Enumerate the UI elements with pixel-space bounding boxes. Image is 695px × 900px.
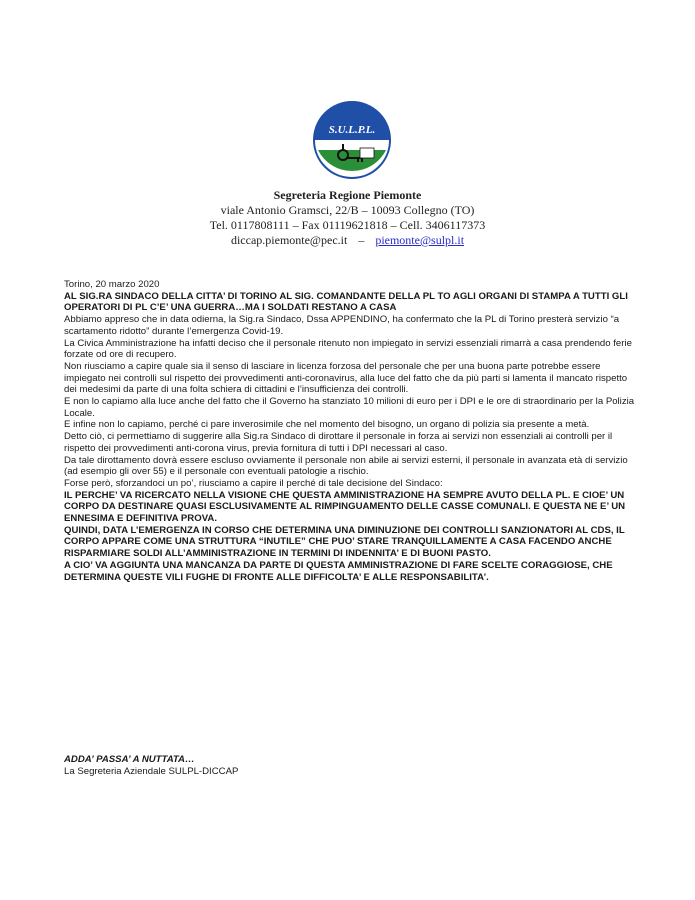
badge-icon [360, 148, 374, 158]
organization-name: Segreteria Regione Piemonte [273, 188, 422, 202]
email-link[interactable]: piemonte@sulpl.it [375, 233, 465, 247]
paragraph: Da tale dirottamento dovrà essere escluso ovviamente il personale non abile ai servizi esterni, il personale in avanzata età di servizio (ad esempio gli over 55) e il personale con eventuali patologie a rischio. [64, 454, 628, 478]
logo-text: S.U.L.P.L. [328, 124, 376, 136]
paragraph: Non riusciamo a capire quale sia il senso di lasciare in licenza forzosa del personale che per una buona parte potrebbe essere impiegato nei controlli sul rispetto dei provvedimenti anti-coronavirus, alla luce del fatto che da più parti si lamenta il mancato rispetto dei medesimi da parte di una folta schiera di cittadini e l’insufficienza dei controlli. [64, 360, 628, 396]
letterhead [0, 188, 695, 248]
emphasis-paragraph: QUINDI, DATA L’EMERGENZA IN CORSO CHE DETERMINA UNA DIMINUZIONE DEI CONTROLLI SANZIONATORI AL CDS, IL CORPO APPARE COME UNA STRUTTURA “INUTILE” CHE PUO’ STARE TRANQUILLAMENTE A CASA FACENDO ANCHE RISPARMIARE SOLDI ALL’AMMINISTRAZIONE IN TERMINI DI INDENNITA’ E DI BUONI PASTO. [64, 524, 625, 560]
paragraph: E infine non lo capiamo, perché ci pare inverosimile che nel momento del bisogno, un organo di polizia sia presente a metà. [64, 419, 590, 431]
letter-date: Torino, 20 marzo 2020 [64, 279, 160, 290]
paragraph: Detto ciò, ci permettiamo di suggerire alla Sig.ra Sindaco di dirottare il personale in forza ai servizi non essenziali ai controlli per il rispetto dei provvedimenti anti-corona virus, previa fornitura di tutti i DPI necessari al caso. [64, 431, 613, 454]
address: viale Antonio Gramsci, 22/B – 10093 Collegno (TO) [220, 203, 475, 217]
paragraph: La Civica Amministrazione ha infatti deciso che il personale ritenuto non impiegato in servizi essenziali rimarrà a casa prendendo ferie forzate od ore di recupero. [64, 337, 632, 361]
phones: Tel. 0117808111 – Fax 01119621818 – Cell. 3406117373 [209, 218, 486, 232]
letter-closing [64, 754, 639, 778]
paragraph: Abbiamo appreso che in data odierna, la Sig.ra Sindaco, Dssa APPENDINO, ha confermato che la PL di Torino presterà servizio “a scartamento ridotto” durante l’emergenza Covid-19. [64, 314, 620, 337]
letter-subject: AL SIG.RA SINDACO DELLA CITTA’ DI TORINO AL SIG. COMANDANTE DELLA PL TO AGLI ORGANI DI STAMPA A TUTTI GLI OPERATORI DI PL C’E’ UNA GUERRA…MA I SOLDATI RESTANO A CASA [64, 290, 628, 314]
emphasis-paragraph: A CIO’ VA AGGIUNTA UNA MANCANZA DA PARTE DI QUESTA AMMINISTRAZIONE DI FARE SCELTE CORAGGIOSE, CHE DETERMINA QUESTE VILI FUGHE DI FRONTE ALLE DIFFICOLTA’ E ALLE RESPONSABILITA’. [64, 559, 613, 583]
emphasis-paragraph: IL PERCHE’ VA RICERCATO NELLA VISIONE CHE QUESTA AMMINISTRAZIONE HA SEMPRE AVUTO DELLA PL. E CIOE’ UN CORPO DA DESTINARE QUASI ESCLUSIVAMENTE AL RIMPINGUAMENTO DELLE CASSE COMUNALI. E QUESTA NE E’ UN ENNESIMA E DEFINITIVA PROVA. [64, 489, 626, 525]
signature: La Segreteria Aziendale SULPL-DICCAP [64, 766, 239, 777]
paragraph: Forse però, sforzandoci un po’, riusciamo a capire il perché di tale decisione del Sindaco: [64, 477, 443, 489]
paragraph: E non lo capiamo alla luce anche del fatto che il Governo ha stanziato 10 milioni di euro per i DPI e le ore di straordinario per la Polizia Locale. [64, 396, 635, 419]
sulpl-logo [312, 100, 392, 180]
email-pec: diccap.piemonte@pec.it [230, 233, 348, 247]
letter-body [64, 279, 639, 583]
emails: diccap.piemonte@pec.it – piemonte@sulpl.it [230, 233, 465, 247]
closing-line: ADDA’ PASSA’ A NUTTATA… [64, 754, 195, 765]
